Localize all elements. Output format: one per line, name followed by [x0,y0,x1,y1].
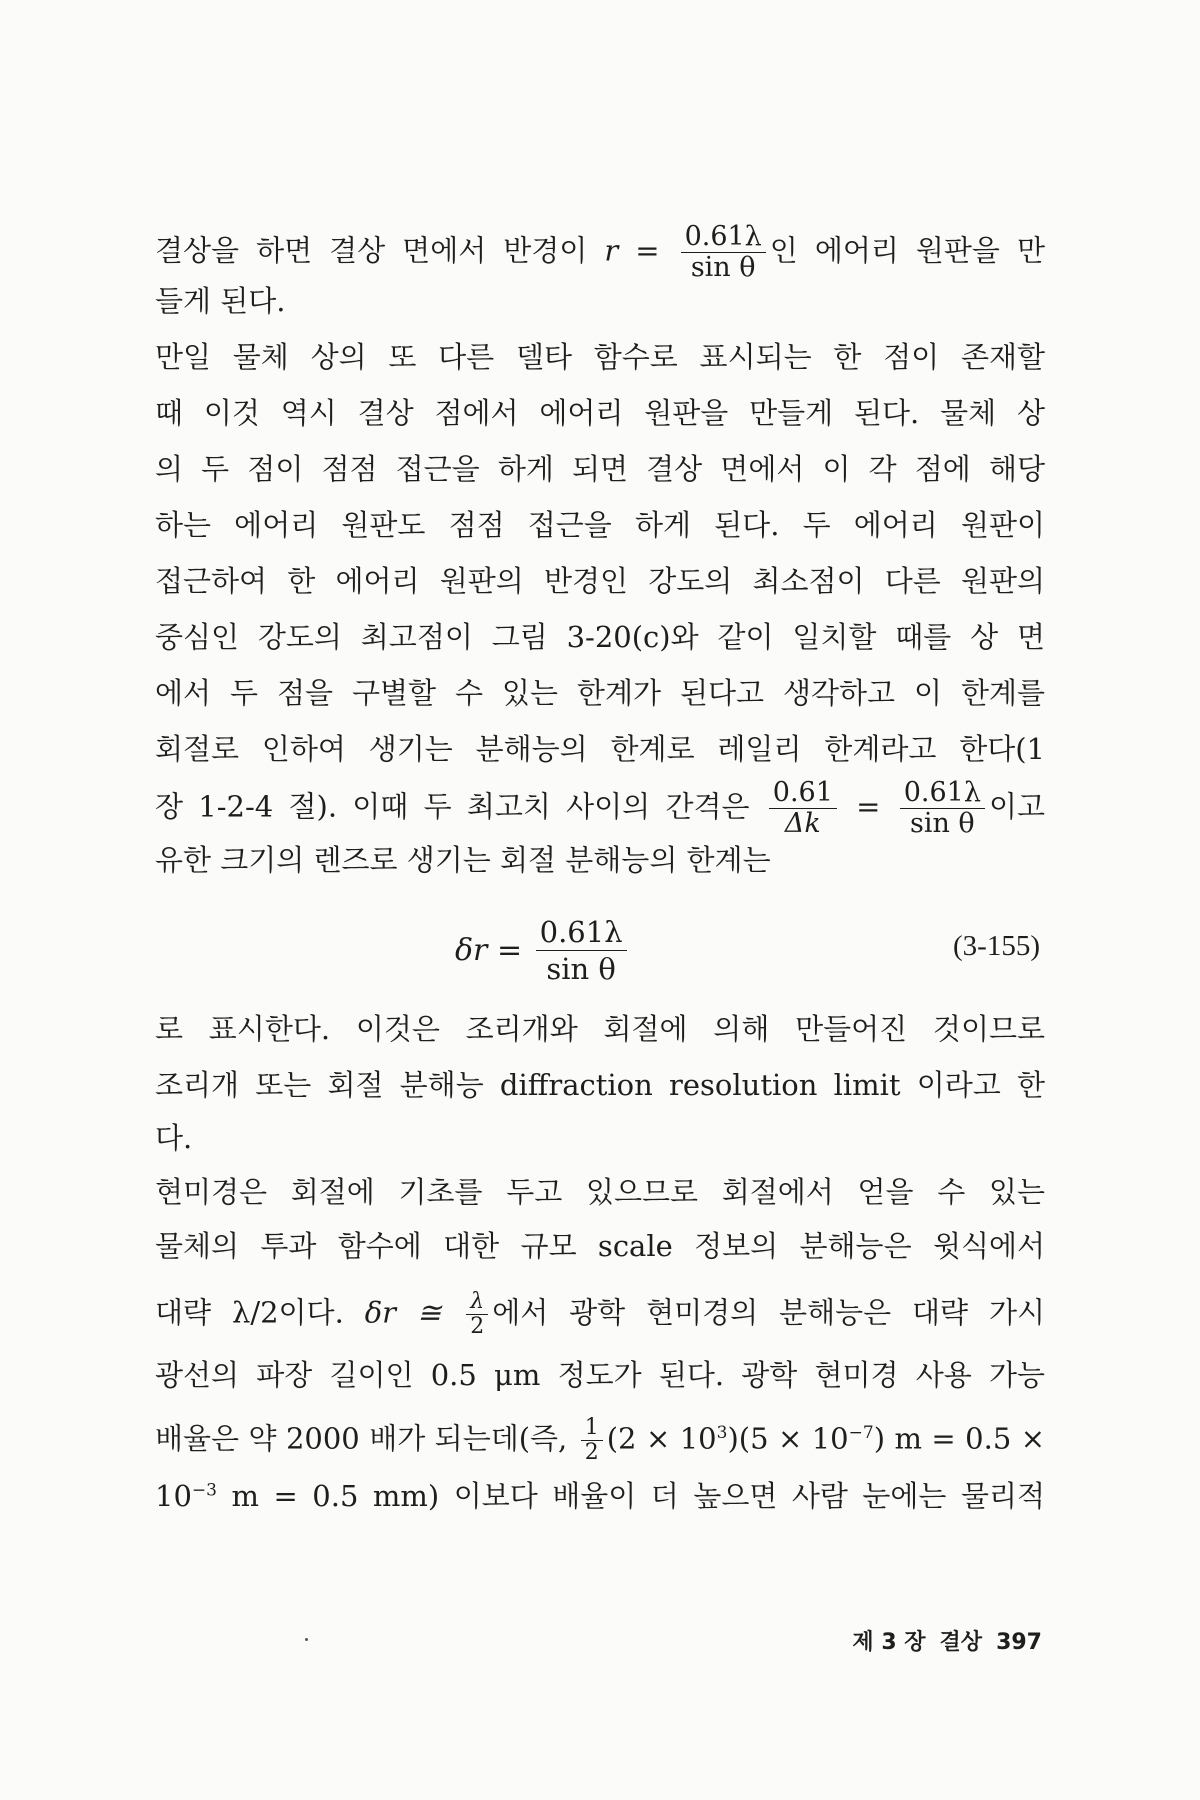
text-segment: m = 0.5 mm) 이보다 배율이 더 높으면 사람 눈에는 물리적 [216,1479,1045,1513]
text-line: 다. [155,1121,193,1155]
text-line: 때 이것 역시 결상 점에서 에어리 원판을 만들게 된다. 물체 상 [155,396,1045,430]
text-line: 로 표시한다. 이것은 조리개와 회절에 의해 만들어진 것이므로 [155,1012,1045,1046]
equation-number: (3-155) [953,930,1040,962]
text-segment: 배율은 약 2000 배가 되는데(즉, [155,1421,577,1456]
text-line: 유한 크기의 렌즈로 생기는 회절 분해능의 한계는 [155,843,771,877]
math-operator: = [618,233,677,268]
fraction-numerator: 0.61λ [681,222,766,253]
text-segment: 인 에어리 원판을 만 [769,233,1045,268]
text-line: 물체의 투과 함수에 대한 규모 scale 정보의 분해능은 윗식에서 [155,1229,1045,1263]
fraction-numerator: λ [466,1290,488,1315]
fraction [681,222,766,283]
footer-chapter: 제 3 장 [852,1630,926,1655]
speck-mark [305,1638,308,1641]
fraction-numerator: 0.61λ [900,778,985,809]
text-line: 회절로 인하여 생기는 분해능의 한계로 레일리 한계라고 한다(1 [155,732,1045,766]
equation-operator: = [487,932,532,968]
fraction-numerator: 0.61λ [536,914,627,951]
equation-lhs: δr [455,932,488,968]
fraction-denominator: 2 [584,1440,599,1465]
fraction-numerator: 1 [581,1416,603,1441]
text-line: 광선의 파장 길이인 0.5 μm 정도가 된다. 광학 현미경 사용 가능 [155,1358,1045,1392]
fraction-denominator: 2 [470,1314,485,1339]
fraction-denominator: Δk [784,808,821,839]
fraction-denominator: sin θ [546,951,616,986]
math-operator: = [840,789,896,824]
text-line: 만일 물체 상의 또 다른 델타 함수로 표시되는 한 점이 존재할 [155,340,1045,374]
text-line: 하는 에어리 원판도 점점 접근을 하게 된다. 두 에어리 원판이 [155,508,1045,542]
running-footer [838,1625,1042,1656]
text-segment: 결상을 하면 결상 면에서 반경이 [155,233,605,268]
text-segment: 장 1-2-4 절). 이때 두 최고치 사이의 간격은 [155,789,765,824]
equation-body [455,905,631,995]
text-line [155,222,1045,283]
fraction [900,778,985,839]
text-line: 조리개 또는 회절 분해능 diffraction resolution limit 이라고 한 [155,1068,1045,1102]
text-line [155,1416,1045,1465]
math-expression: δr ≅ [364,1295,463,1330]
text-line: 들게 된다. [155,284,286,318]
fraction [536,914,627,987]
exponent: −7 [848,1422,874,1443]
fraction-numerator: 0.61 [769,778,837,809]
display-equation [155,905,1045,995]
footer-section: 결상 [939,1630,983,1655]
fraction [466,1290,488,1339]
text-line [155,1290,1045,1339]
text-segment: 에서 광학 현미경의 분해능은 대략 가시 [492,1295,1046,1330]
fraction-denominator: sin θ [909,808,975,839]
text-segment: 이고 [988,789,1045,824]
text-line: 에서 두 점을 구별할 수 있는 한계가 된다고 생각하고 이 한계를 [155,676,1045,710]
fraction [581,1416,603,1465]
fraction [769,778,837,839]
text-line [155,778,1045,839]
page-number: 397 [996,1630,1042,1655]
text-segment: ) m = 0.5 × [873,1421,1046,1456]
text-segment: 대략 λ/2이다. [155,1295,365,1330]
text-segment: )(5 × 10 [727,1421,849,1456]
text-line: 의 두 점이 점점 접근을 하게 되면 결상 면에서 이 각 점에 해당 [155,452,1045,486]
text-segment: (2 × 10 [606,1421,717,1456]
text-line: 중심인 강도의 최고점이 그림 3-20(c)와 같이 일치할 때를 상 면 [155,620,1045,654]
exponent: −3 [191,1480,217,1501]
text-line: 접근하여 한 에어리 원판의 반경인 강도의 최소점이 다른 원판의 [155,564,1045,598]
text-segment: 10 [155,1479,192,1513]
fraction-denominator: sin θ [690,252,756,283]
exponent: 3 [716,1422,728,1443]
text-line [155,1476,1045,1516]
text-line: 현미경은 회절에 기초를 두고 있으므로 회절에서 얻을 수 있는 [155,1175,1045,1209]
math-variable: r [604,233,619,268]
